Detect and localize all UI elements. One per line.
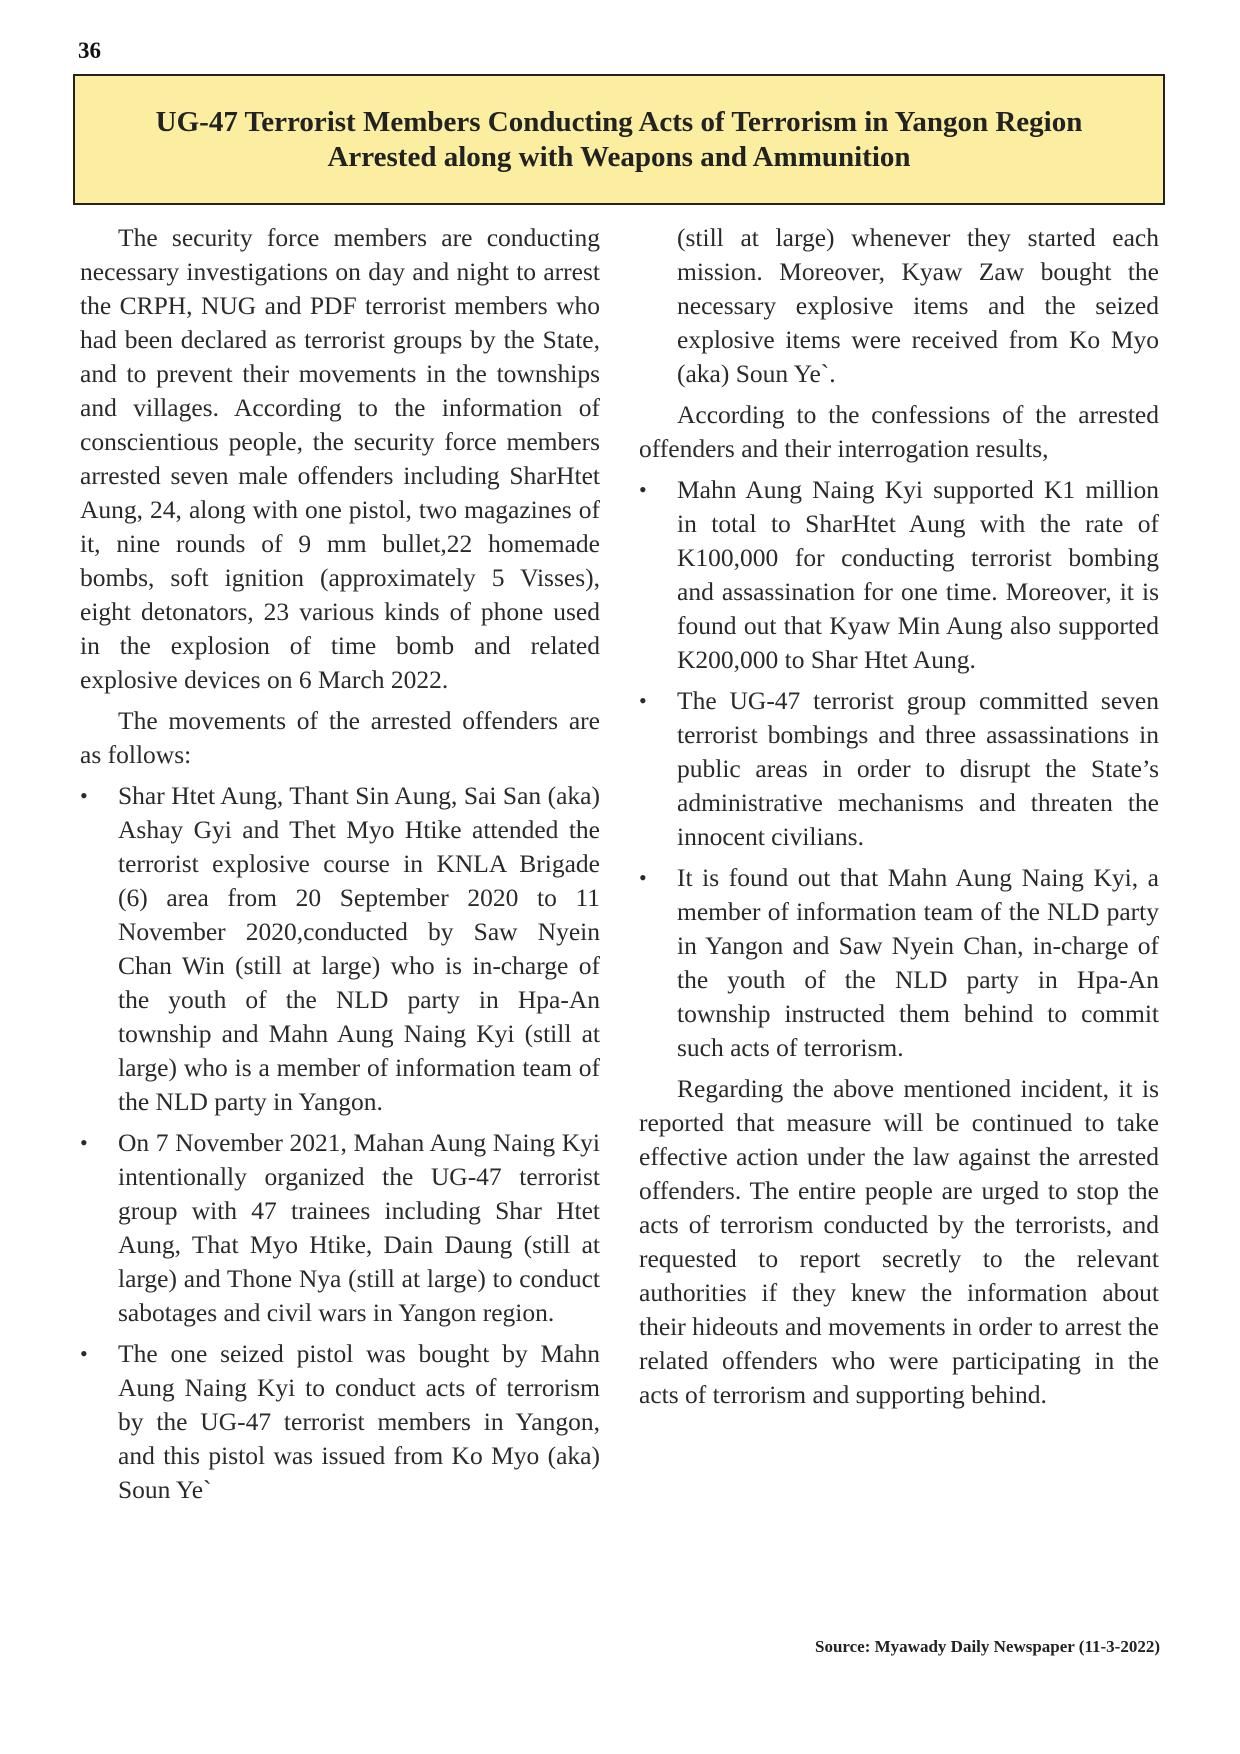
list-item (639, 684, 1159, 854)
movements-list (80, 779, 600, 1507)
bullet-icon: • (80, 783, 88, 808)
list-item-text: The one seized pistol was bought by Mahn Aung Naing Kyi to conduct acts of terrorism by the UG-47 terrorist members in Yangon, and this pistol was issued from Ko Myo (aka) Soun Ye` (118, 1339, 600, 1504)
list-item (639, 473, 1159, 677)
bullet-icon: • (80, 1341, 88, 1366)
article-title-box (73, 74, 1165, 205)
list-item-text: Shar Htet Aung, Thant Sin Aung, Sai San (aka) Ashay Gyi and Thet Myo Htike attended the terrorist explosive course in KNLA Brigade (6) area from 20 September 2020 to 11 November 2020,conducted by Saw Nyein Chan Win (still at large) who is in-charge of the youth of the NLD party in Hpa-An township and Mahn Aung Naing Kyi (still at large) who is a member of information team of the NLD party in Yangon. (118, 781, 600, 1116)
list-item-text: Mahn Aung Naing Kyi supported K1 million in total to SharHtet Aung with the rate of K100,000 for conducting terrorist bombing and assassination for one time. Moreover, it is found out that Kyaw Min Aung also supported K200,000 to Shar Htet Aung. (677, 475, 1159, 674)
right-column (639, 221, 1159, 1419)
paragraph-intro: The security force members are conducting necessary investigations on day and night to arrest the CRPH, NUG and PDF terrorist members who had been declared as terrorist groups by the State, and to prevent their movements in the townships and villages. According to the information of conscientious people, the security force members arrested seven male offenders including SharHtet Aung, 24, along with one pistol, two magazines of it, nine rounds of 9 mm bullet,22 homemade bombs, soft ignition (approximately 5 Visses), eight detonators, 23 various kinds of phone used in the explosion of time bomb and related explosive devices on 6 March 2022. (80, 223, 600, 694)
list-item-text: It is found out that Mahn Aung Naing Kyi, a member of information team of the NLD party in Yangon and Saw Nyein Chan, in-charge of the youth of the NLD party in Hpa-An township instructed them behind to commit such acts of terrorism. (677, 863, 1159, 1062)
bullet-icon: • (639, 477, 647, 502)
list-item-text: The UG-47 terrorist group committed seven terrorist bombings and three assassinations in public areas in order to disrupt the State’s administrative mechanisms and threaten the innocent civilians. (677, 686, 1159, 851)
list-item (80, 1126, 600, 1330)
paragraph-confessions: According to the confessions of the arrested offenders and their interrogation results, (639, 400, 1159, 463)
bullet-icon: • (639, 865, 647, 890)
paragraph-conclusion: Regarding the above mentioned incident, it is reported that measure will be continued to take effective action under the law against the arrested offenders. The entire people are urged to stop the acts of terrorism conducted by the terrorists, and requested to report secretly to the relevant authorities if they knew the information about their hideouts and movements in order to arrest the related offenders who were participating in the acts of terrorism and supporting behind. (639, 1074, 1159, 1409)
list-item (80, 1337, 600, 1507)
paragraph-movements: The movements of the arrested offenders are as follows: (80, 706, 600, 769)
list-item (80, 779, 600, 1119)
left-column (80, 221, 600, 1514)
bullet-icon: • (639, 688, 647, 713)
page-number: 36 (78, 38, 101, 63)
source-citation: Source: Myawady Daily Newspaper (11-3-2022) (814, 1637, 1160, 1656)
confessions-list (639, 473, 1159, 1065)
article-title-line-2: Arrested along with Weapons and Ammunition (327, 140, 911, 173)
paragraph-continuation: (still at large) whenever they started each mission. Moreover, Kyaw Zaw bought the necessary explosive items and the seized explosive items were received from Ko Myo (aka) Soun Ye`. (677, 223, 1159, 388)
bullet-icon: • (80, 1130, 88, 1155)
list-item (639, 861, 1159, 1065)
article-title-line-1: UG-47 Terrorist Members Conducting Acts of Terrorism in Yangon Region (155, 105, 1083, 138)
list-item-text: On 7 November 2021, Mahan Aung Naing Kyi intentionally organized the UG-47 terrorist group with 47 trainees including Shar Htet Aung, That Myo Htike, Dain Daung (still at large) and Thone Nya (still at large) to conduct sabotages and civil wars in Yangon region. (118, 1128, 600, 1327)
